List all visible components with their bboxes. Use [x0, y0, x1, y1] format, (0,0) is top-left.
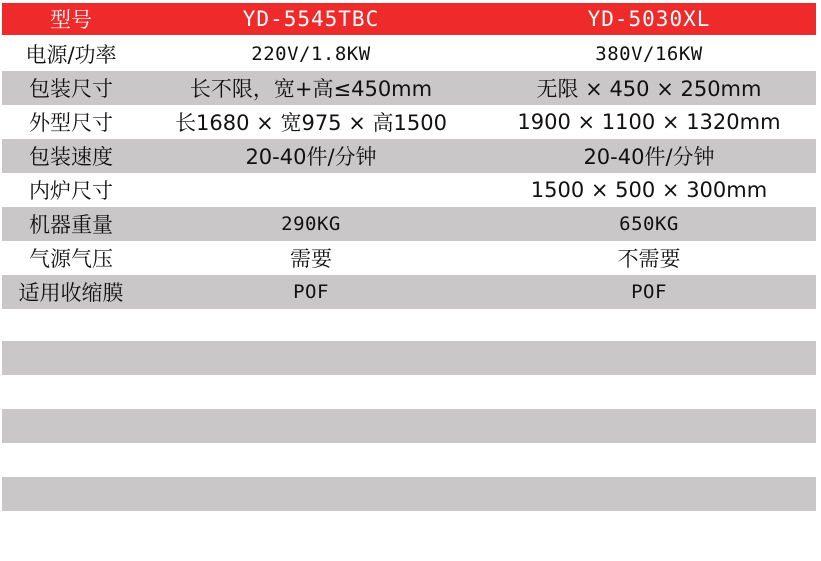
- row-value-b: 20-40件/分钟: [583, 145, 715, 169]
- row-label: 包装速度: [29, 145, 113, 169]
- table-row-film: [2, 275, 816, 309]
- row-value-b: 无限 × 450 × 250mm: [536, 77, 762, 101]
- header-model-a: YD-5545TBC: [242, 7, 380, 31]
- table-row-empty: [2, 409, 816, 443]
- row-value-a: 20-40件/分钟: [245, 145, 377, 169]
- table-row-empty: [2, 477, 816, 511]
- row-value-b: 1900 × 1100 × 1320mm: [517, 110, 781, 134]
- table-row-air-pressure: [2, 241, 816, 275]
- row-label: 适用收缩膜: [18, 281, 124, 305]
- row-value-a: 290KG: [281, 213, 341, 235]
- row-value-a: 长1680 × 宽975 × 高1500: [175, 111, 447, 135]
- row-label: 外型尺寸: [29, 111, 113, 135]
- table-row-package-size: [2, 71, 816, 105]
- row-label: 电源/功率: [25, 43, 117, 67]
- table-row-empty: [2, 309, 816, 341]
- row-value-b: 650KG: [619, 213, 679, 235]
- row-value-a: [140, 173, 482, 207]
- row-value-a: 长不限，宽+高≤450mm: [189, 77, 433, 101]
- table-header-row: [2, 3, 816, 35]
- table-row-empty: [2, 341, 816, 375]
- row-value-a: 需要: [290, 247, 332, 271]
- row-value-b: 1500 × 500 × 300mm: [530, 178, 768, 202]
- row-value-a: POF: [293, 281, 329, 303]
- table-row-weight: [2, 207, 816, 241]
- table-row-speed: [2, 139, 816, 173]
- table-row-outer-size: [2, 105, 816, 139]
- row-label: 包装尺寸: [29, 77, 113, 101]
- table-row-empty: [2, 511, 816, 559]
- row-value-b: 380V/16KW: [595, 43, 703, 65]
- header-model-b: YD-5030XL: [587, 7, 711, 31]
- row-value-b: POF: [631, 281, 667, 303]
- row-value-a: 220V/1.8KW: [251, 43, 371, 65]
- row-label: 气源气压: [29, 247, 113, 271]
- table-row-empty: [2, 443, 816, 477]
- table-row-empty: [2, 375, 816, 409]
- table-row-power: [2, 37, 816, 71]
- row-value-b: 不需要: [617, 247, 681, 271]
- row-label: 机器重量: [29, 213, 113, 237]
- header-model-label: 型号: [50, 8, 92, 32]
- table-row-furnace-size: [2, 173, 816, 207]
- row-label: 内炉尺寸: [29, 179, 113, 203]
